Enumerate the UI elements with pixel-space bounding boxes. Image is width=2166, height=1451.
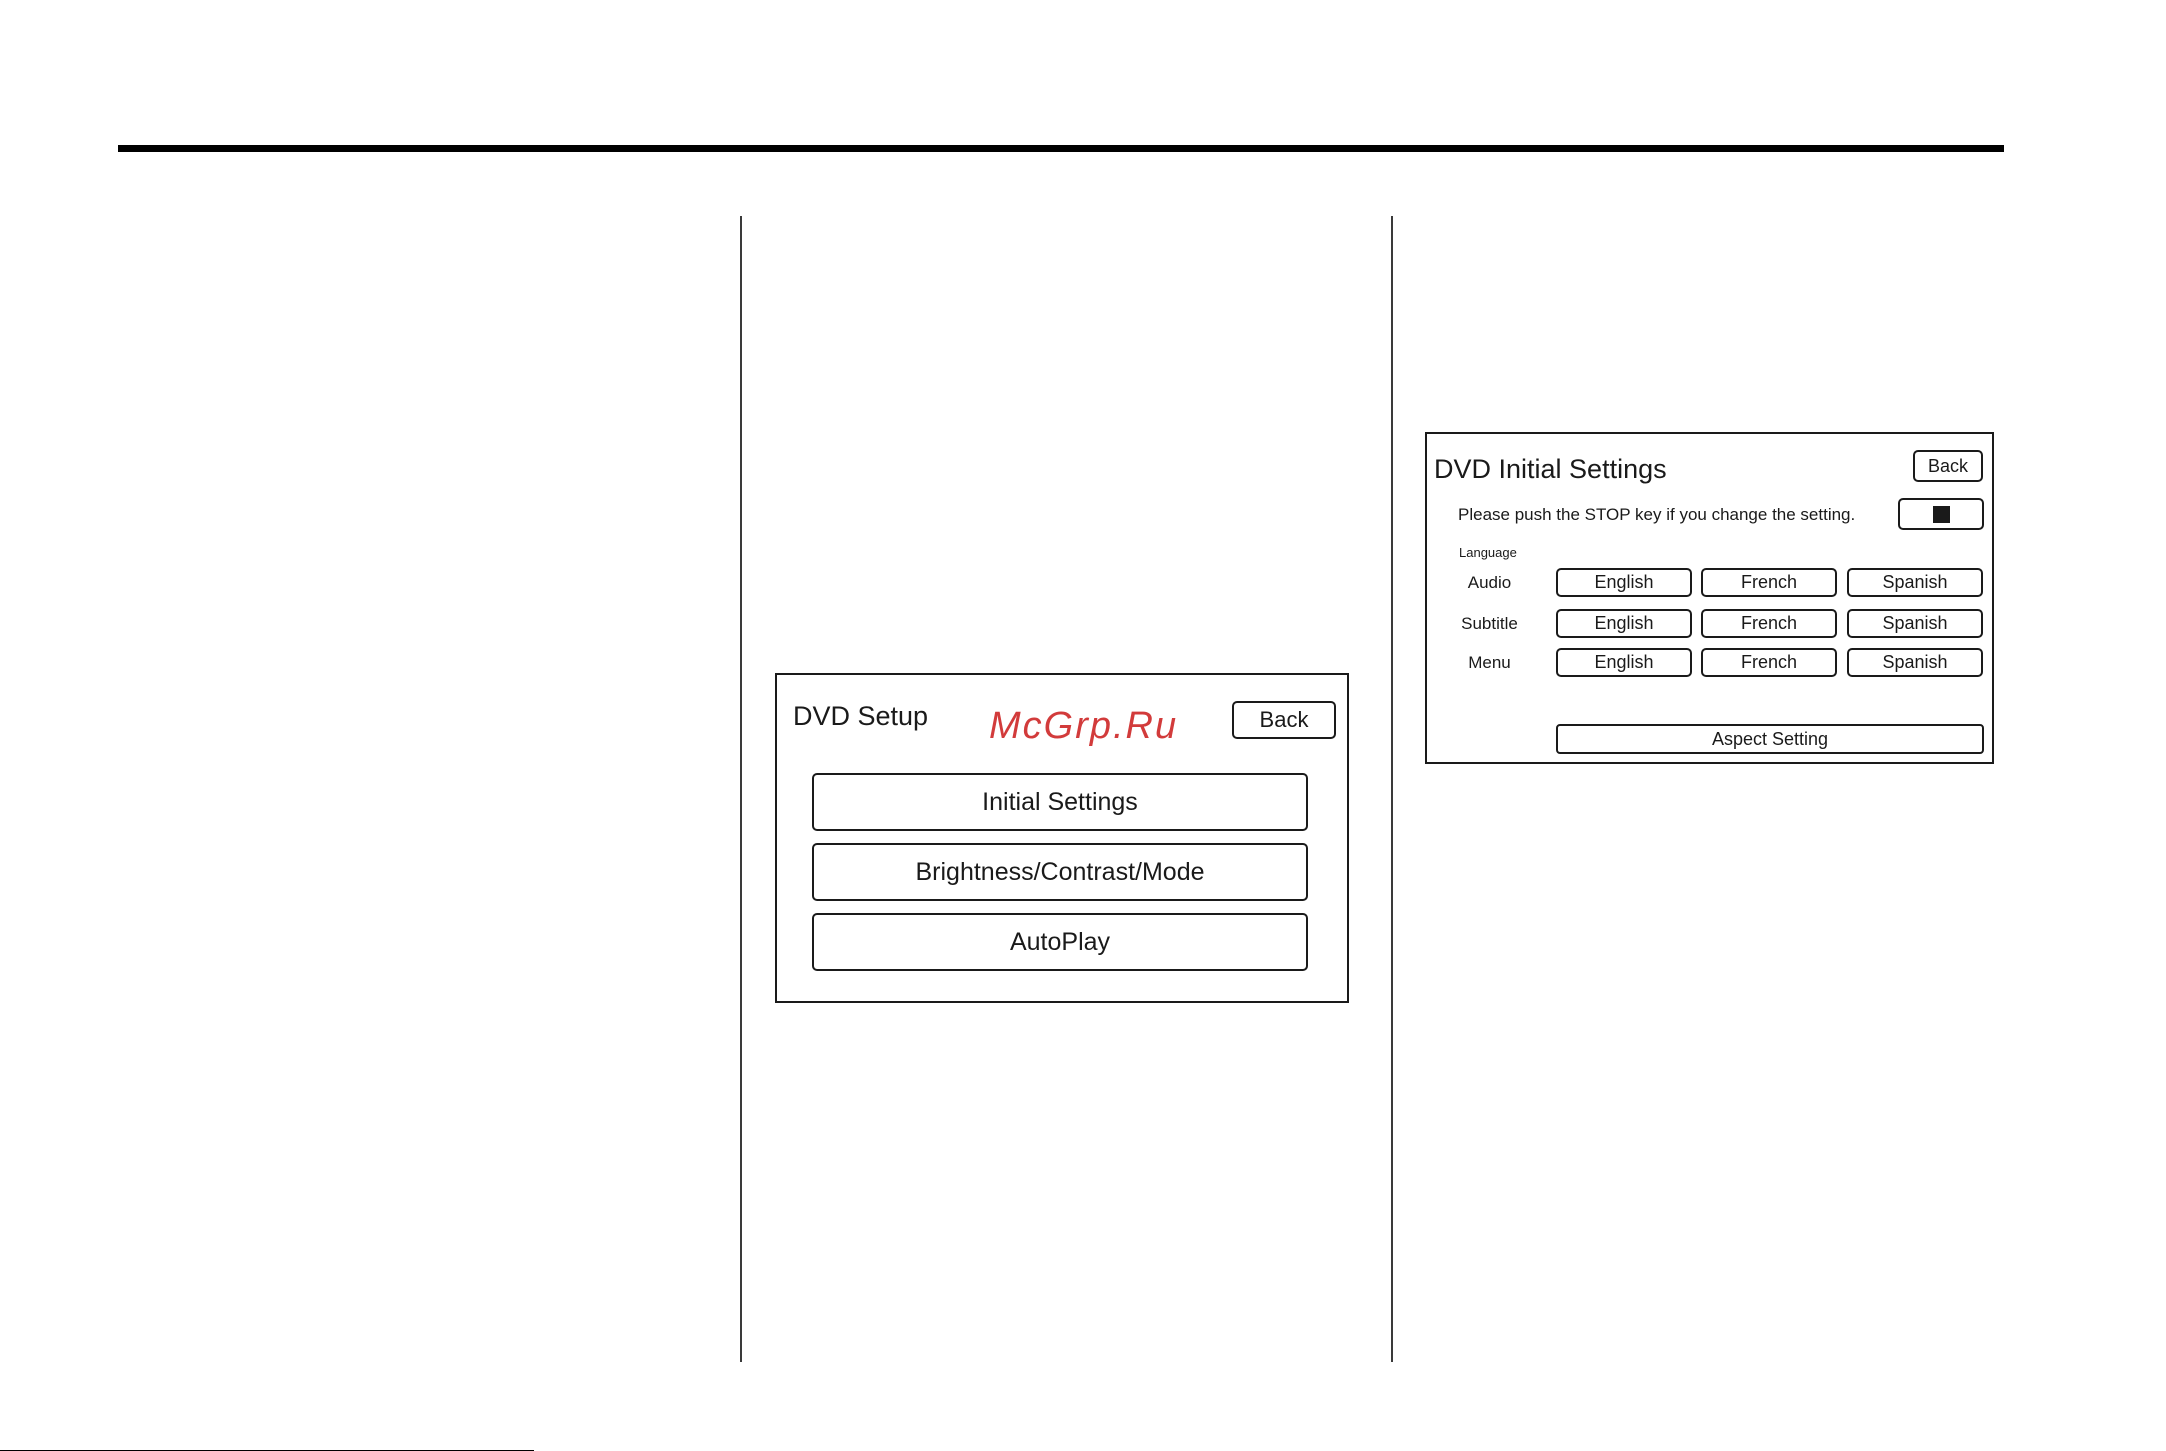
subtitle-spanish-button[interactable]: Spanish (1847, 609, 1983, 638)
subtitle-french-button[interactable]: French (1701, 609, 1837, 638)
audio-label: Audio (1467, 573, 1512, 592)
aspect-setting-button[interactable]: Aspect Setting (1556, 724, 1984, 754)
brightness-contrast-mode-button[interactable]: Brightness/Contrast/Mode (812, 843, 1308, 901)
stop-instruction: Please push the STOP key if you change the setting. (1458, 505, 1856, 524)
menu-english-button[interactable]: English (1556, 648, 1692, 677)
dvd-initial-settings-screen (1425, 432, 1994, 764)
audio-spanish-button[interactable]: Spanish (1847, 568, 1983, 597)
language-label: Language (1459, 545, 1517, 560)
stop-square-icon (1933, 506, 1950, 523)
menu-french-button[interactable]: French (1701, 648, 1837, 677)
dvd-setup-title: DVD Setup (793, 701, 929, 731)
initial-settings-button[interactable]: Initial Settings (812, 773, 1308, 831)
autoplay-button[interactable]: AutoPlay (812, 913, 1308, 971)
column-divider-left (740, 216, 742, 1362)
watermark: McGrp.Ru (989, 705, 1179, 747)
subtitle-label: Subtitle (1461, 614, 1518, 633)
dvd-setup-screen (775, 673, 1349, 1003)
back-button[interactable]: Back (1232, 701, 1336, 739)
subtitle-english-button[interactable]: English (1556, 609, 1692, 638)
audio-french-button[interactable]: French (1701, 568, 1837, 597)
dvd-initial-settings-title: DVD Initial Settings (1434, 454, 1667, 484)
stop-button[interactable] (1898, 498, 1984, 530)
menu-label: Menu (1468, 653, 1511, 672)
top-rule (118, 145, 2004, 152)
back-button[interactable]: Back (1913, 450, 1983, 482)
audio-english-button[interactable]: English (1556, 568, 1692, 597)
column-divider-right (1391, 216, 1393, 1362)
menu-spanish-button[interactable]: Spanish (1847, 648, 1983, 677)
